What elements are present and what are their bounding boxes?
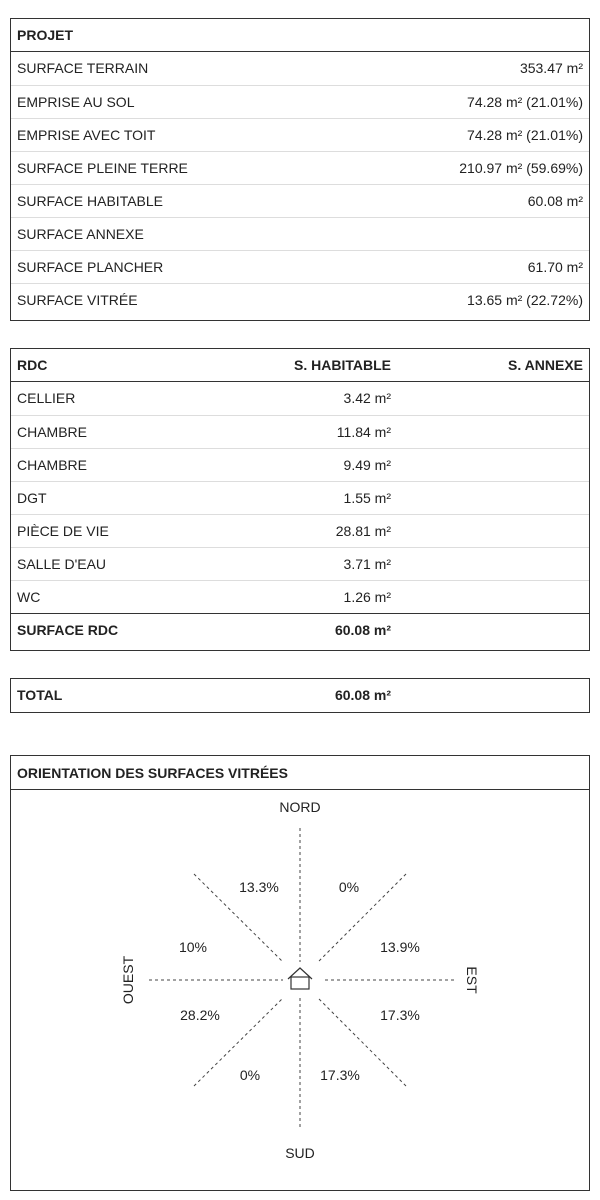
house-icon: [288, 968, 312, 989]
row-value: 353.47 m²: [519, 60, 583, 76]
orientation-title: ORIENTATION DES SURFACES VITRÉES: [11, 756, 589, 790]
room-label: CHAMBRE: [17, 424, 88, 440]
room-habitable: 3.71 m²: [343, 556, 391, 572]
table-row: [11, 580, 589, 613]
table-row: [11, 52, 589, 85]
row-label: SURFACE HABITABLE: [17, 193, 164, 209]
table-row: [11, 85, 589, 118]
table-row: [11, 415, 589, 448]
sector-wsw-value: 28.2%: [180, 1007, 220, 1023]
total-habitable: 60.08 m²: [334, 687, 391, 703]
label-west: OUEST: [120, 955, 136, 1005]
summary-habitable: 60.08 m²: [334, 622, 391, 638]
rdc-header: [11, 349, 589, 382]
room-habitable: 1.55 m²: [343, 490, 391, 506]
table-row: [11, 481, 589, 514]
table-row: [11, 184, 589, 217]
room-habitable: 3.42 m²: [343, 390, 391, 406]
row-label: SURFACE PLEINE TERRE: [17, 160, 188, 176]
label-north: NORD: [279, 799, 321, 815]
projet-table: [10, 18, 590, 321]
row-value: 13.65 m² (22.72%): [467, 292, 583, 308]
table-row: [11, 382, 589, 415]
rdc-summary-row: [11, 613, 589, 646]
table-row: [11, 118, 589, 151]
sector-sse-value: 17.3%: [320, 1067, 360, 1083]
row-value: 74.28 m² (21.01%): [467, 94, 583, 110]
room-habitable: 11.84 m²: [336, 424, 391, 440]
sector-ese-value: 17.3%: [380, 1007, 420, 1023]
total-label: TOTAL: [17, 687, 63, 703]
table-row: [11, 151, 589, 184]
row-value: 60.08 m²: [527, 193, 583, 209]
table-row: [11, 250, 589, 283]
orientation-panel: [10, 755, 590, 1191]
projet-title: PROJET: [17, 27, 74, 43]
projet-header: [11, 19, 589, 52]
row-label: SURFACE PLANCHER: [17, 259, 164, 275]
column-header-habitable: S. HABITABLE: [294, 357, 391, 373]
row-value: 210.97 m² (59.69%): [459, 160, 583, 176]
orientation-diagram: [11, 790, 589, 1188]
room-habitable: 28.81 m²: [335, 523, 391, 539]
row-label: SURFACE VITRÉE: [17, 292, 138, 308]
sector-wnw-value: 10%: [178, 939, 208, 955]
room-label: PIÈCE DE VIE: [17, 523, 109, 539]
row-label: SURFACE ANNEXE: [17, 226, 144, 242]
table-row: [11, 547, 589, 580]
rdc-title: RDC: [17, 357, 48, 373]
room-habitable: 9.49 m²: [343, 457, 391, 473]
table-row: [11, 217, 589, 250]
sector-nne-value: 0%: [338, 879, 360, 895]
row-label: EMPRISE AU SOL: [17, 94, 135, 110]
table-row: [11, 514, 589, 547]
room-label: CHAMBRE: [17, 457, 88, 473]
column-header-annexe: S. ANNEXE: [508, 357, 583, 373]
row-value: 74.28 m² (21.01%): [467, 127, 583, 143]
row-label: EMPRISE AVEC TOIT: [17, 127, 156, 143]
room-label: CELLIER: [17, 390, 76, 406]
room-label: DGT: [17, 490, 47, 506]
sector-ene-value: 13.9%: [380, 939, 420, 955]
summary-label: SURFACE RDC: [17, 622, 119, 638]
sector-ssw-value: 0%: [239, 1067, 261, 1083]
label-south: SUD: [285, 1145, 315, 1161]
rdc-table: [10, 348, 590, 651]
row-value: 61.70 m²: [527, 259, 583, 275]
room-habitable: 1.26 m²: [343, 589, 391, 605]
sector-nnw-value: 13.3%: [239, 879, 279, 895]
table-row: [11, 283, 589, 316]
label-east: EST: [464, 966, 480, 994]
table-row: [11, 448, 589, 481]
total-row: [11, 679, 589, 712]
room-label: SALLE D'EAU: [17, 556, 107, 572]
row-label: SURFACE TERRAIN: [17, 60, 149, 76]
room-label: WC: [17, 589, 41, 605]
total-table: [10, 678, 590, 713]
